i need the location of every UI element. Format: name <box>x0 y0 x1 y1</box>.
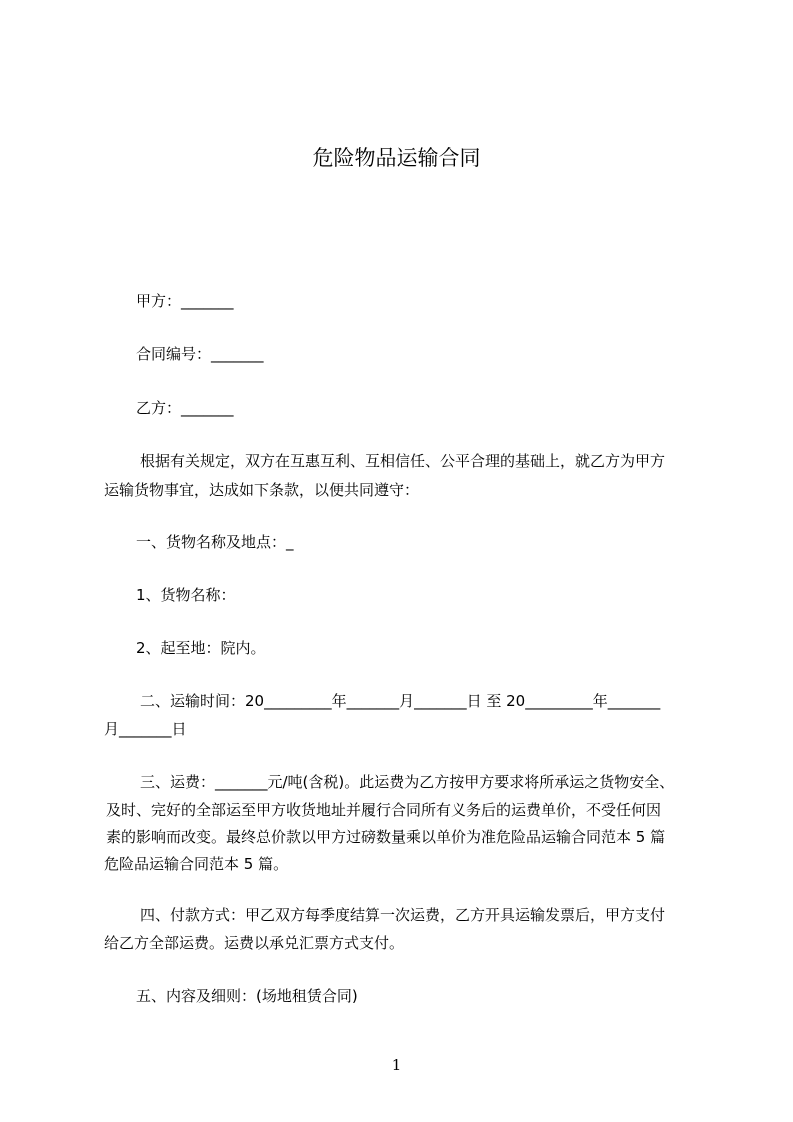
section-3-line-2: 及时、完好的全部运至甲方收货地址并履行合同所有义务后的运费单价，不受任何因 <box>106 801 662 819</box>
section-3-line-3: 素的影响而改变。最终总价款以甲方过磅数量乘以单价为准危险品运输合同范本 5 篇 <box>106 828 666 846</box>
page-number: 1 <box>391 1056 402 1074</box>
document-title: 危险物品运输合同 <box>312 146 481 170</box>
intro-line-1: 根据有关规定，双方在互惠互利、互相信任、公平合理的基础上，就乙方为甲方 <box>140 452 666 470</box>
item-1-goods-name: 1、货物名称： <box>136 586 236 604</box>
section-3-line-4: 危险品运输合同范本 5 篇。 <box>104 855 289 873</box>
section-4-line-2: 给乙方全部运费。运费以承兑汇票方式支付。 <box>104 934 405 952</box>
item-2-route: 2、起至地：院内。 <box>136 639 266 657</box>
contract-number-line: 合同编号：_______ <box>136 345 264 363</box>
section-2-line-2: 月_______日 <box>104 720 187 738</box>
party-a-line: 甲方：_______ <box>136 292 234 310</box>
section-3-line-1: 三、运费：_______元/吨(含税)。此运费为乙方按甲方要求将所承运之货物安全、 <box>140 773 675 791</box>
section-4-line-1: 四、付款方式：甲乙双方每季度结算一次运费，乙方开具运输发票后，甲方支付 <box>140 906 666 924</box>
section-2-line-1: 二、运输时间：20_________年_______月_______日 至 20_________年_______ <box>140 692 661 710</box>
section-5-heading: 五、内容及细则：(场地租赁合同) <box>136 987 358 1005</box>
party-b-line: 乙方：_______ <box>136 399 234 417</box>
intro-line-2: 运输货物事宜，达成如下条款，以便共同遵守： <box>104 481 420 499</box>
section-1-heading: 一、货物名称及地点：_ <box>136 533 294 551</box>
